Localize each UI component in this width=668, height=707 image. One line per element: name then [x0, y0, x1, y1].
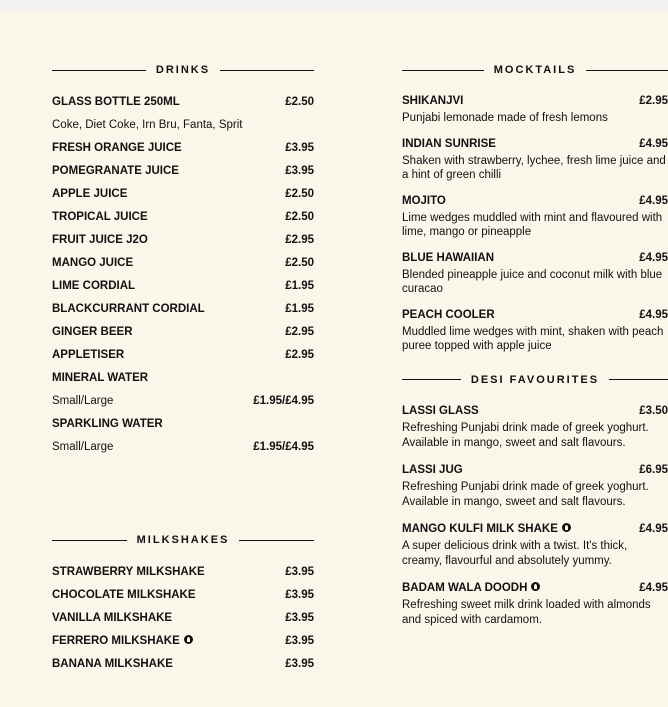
- item-name: [402, 460, 463, 480]
- item-name: APPLETISER: [52, 349, 125, 361]
- menu-item: [402, 519, 668, 539]
- item-name: GINGER BEER: [52, 326, 133, 338]
- menu-item: [52, 367, 314, 390]
- menu-item: [402, 134, 668, 154]
- item-price: £2.95: [285, 349, 314, 361]
- menu-item: [52, 160, 314, 183]
- menu-item: [52, 630, 314, 653]
- menu-item: [52, 275, 314, 298]
- item-price: £3.95: [285, 589, 314, 601]
- item-name-text: BADAM WALA DOODH: [402, 581, 528, 594]
- item-description: Muddled lime wedges with mint, shaken with peach puree topped with apple juice: [402, 325, 664, 352]
- header-rule: [220, 70, 314, 71]
- menu-item: [52, 561, 314, 584]
- header-rule: [586, 70, 668, 71]
- item-description: Blended pineapple juice and coconut milk with blue curacao: [402, 268, 663, 295]
- item-price: £3.95: [285, 612, 314, 624]
- item-description: Refreshing Punjabi drink made of greek yoghurt. Available in mango, sweet and salt flavours.: [402, 480, 649, 508]
- item-name: POMEGRANATE JUICE: [52, 165, 179, 177]
- item-name: [52, 584, 196, 607]
- item-name: MANGO JUICE: [52, 257, 134, 269]
- item-description: Punjabi lemonade made of fresh lemons: [402, 112, 608, 124]
- item-price: £3.95: [285, 635, 314, 647]
- item-name: FRESH ORANGE JUICE: [52, 142, 182, 154]
- item-name: APPLE JUICE: [52, 188, 128, 200]
- menu-item: [52, 114, 314, 137]
- header-rule: [402, 70, 484, 71]
- item-name: Coke, Diet Coke, Irn Bru, Fanta, Sprit: [52, 119, 243, 131]
- item-price: £6.95: [639, 463, 668, 476]
- item-name: TROPICAL JUICE: [52, 211, 148, 223]
- item-price: £2.50: [285, 96, 314, 108]
- menu-item: [52, 607, 314, 630]
- item-name: BLACKCURRANT CORDIAL: [52, 303, 205, 315]
- menu-item: [402, 248, 668, 268]
- item-name-text: CHOCOLATE MILKSHAKE: [52, 589, 196, 601]
- item-price: £3.95: [285, 566, 314, 578]
- item-name: MOJITO: [402, 194, 446, 207]
- item-name: GLASS BOTTLE 250ML: [52, 96, 180, 108]
- menu-item: [52, 229, 314, 252]
- item-name: [52, 607, 172, 630]
- item-price: £4.95: [639, 194, 668, 207]
- menu-item: [52, 413, 314, 436]
- menu-item: [402, 191, 668, 211]
- menu-item: [52, 137, 314, 160]
- item-description: Lime wedges muddled with mint and flavoured with lime, mango or pineapple: [402, 211, 663, 238]
- mocktails-header: [402, 62, 668, 78]
- item-name: BLUE HAWAIIAN: [402, 251, 494, 264]
- item-name: FRUIT JUICE J2O: [52, 234, 148, 246]
- drinks-title: DRINKS: [155, 64, 211, 76]
- item-name: MINERAL WATER: [52, 372, 149, 384]
- nut-allergen-icon: [531, 582, 540, 591]
- item-price: £4.95: [639, 308, 668, 321]
- item-description: Shaken with strawberry, lychee, fresh lime juice and a hint of green chilli: [402, 154, 666, 181]
- mocktails-list: [402, 91, 668, 354]
- item-description: Refreshing Punjabi drink made of greek yoghurt. Available in mango, sweet and salt flavours.: [402, 421, 649, 449]
- item-price: £1.95/£4.95: [253, 395, 314, 407]
- item-name: [402, 578, 540, 598]
- mocktails-title: MOCKTAILS: [493, 64, 577, 76]
- item-price: £2.50: [285, 188, 314, 200]
- menu-item: [52, 206, 314, 229]
- item-price: £2.95: [285, 326, 314, 338]
- left-column: [52, 62, 314, 676]
- item-price: £2.95: [639, 95, 668, 107]
- menu-item: [52, 252, 314, 275]
- milkshakes-title: MILKSHAKES: [136, 534, 230, 546]
- menu-item: [52, 91, 314, 114]
- item-name-text: BANANA MILKSHAKE: [52, 658, 173, 670]
- item-description: A super delicious drink with a twist. It's thick, creamy, flavourful and absolutely yummy.: [402, 539, 628, 567]
- item-name: SHIKANJVI: [402, 95, 464, 107]
- drinks-list: [52, 91, 314, 459]
- item-name-text: VANILLA MILKSHAKE: [52, 612, 173, 624]
- drinks-header: [52, 62, 314, 78]
- item-name: PEACH COOLER: [402, 308, 495, 321]
- item-name-text: MANGO KULFI MILK SHAKE: [402, 522, 558, 535]
- item-price: £1.95: [285, 303, 314, 315]
- item-price: £4.95: [639, 251, 668, 264]
- desi-title: DESI FAVOURITES: [470, 373, 600, 386]
- nut-allergen-icon: [562, 523, 571, 532]
- menu-item: [52, 298, 314, 321]
- item-price: £4.95: [639, 137, 668, 150]
- item-name: Small/Large: [52, 441, 114, 453]
- menu-item: [52, 321, 314, 344]
- menu-item: [402, 578, 668, 598]
- item-name: LIME CORDIAL: [52, 280, 136, 292]
- item-price: £4.95: [639, 522, 668, 535]
- nut-allergen-icon: [184, 635, 193, 644]
- header-rule: [239, 540, 314, 541]
- item-price: £3.95: [285, 165, 314, 177]
- item-name-text: FERRERO MILKSHAKE: [52, 635, 180, 647]
- menu-item: [52, 584, 314, 607]
- item-name: INDIAN SUNRISE: [402, 137, 496, 150]
- item-name: [52, 630, 193, 653]
- item-price: £3.95: [285, 142, 314, 154]
- header-rule: [52, 540, 127, 541]
- item-name-text: LASSI JUG: [402, 463, 463, 476]
- menu-item: [52, 653, 314, 676]
- header-rule: [609, 379, 668, 380]
- header-rule: [402, 379, 461, 380]
- item-name: Small/Large: [52, 395, 114, 407]
- item-description: Refreshing sweet milk drink loaded with almonds and spiced with cardamom.: [402, 598, 651, 626]
- item-name-text: STRAWBERRY MILKSHAKE: [52, 566, 205, 578]
- item-price: £1.95/£4.95: [253, 441, 314, 453]
- item-price: £4.95: [639, 581, 668, 594]
- top-bar: [0, 0, 668, 10]
- milkshakes-list: [52, 561, 314, 676]
- menu-item: [402, 91, 668, 111]
- item-name: [52, 561, 205, 584]
- menu-item: [52, 436, 314, 459]
- menu-item: [52, 390, 314, 413]
- menu-item: [402, 401, 668, 421]
- item-price: £3.50: [639, 404, 668, 417]
- item-name: [402, 519, 571, 539]
- item-name: SPARKLING WATER: [52, 418, 163, 430]
- item-price: £2.50: [285, 257, 314, 269]
- item-name: [52, 653, 173, 676]
- header-rule: [52, 70, 146, 71]
- desi-header: [402, 372, 668, 388]
- desi-list: [402, 401, 668, 629]
- menu-item: [52, 183, 314, 206]
- item-price: £2.95: [285, 234, 314, 246]
- item-price: £1.95: [285, 280, 314, 292]
- item-name-text: LASSI GLASS: [402, 404, 479, 417]
- item-price: £3.95: [285, 658, 314, 670]
- menu-item: [52, 344, 314, 367]
- menu-item: [402, 305, 668, 325]
- milkshakes-header: [52, 532, 314, 548]
- menu-item: [402, 460, 668, 480]
- item-price: £2.50: [285, 211, 314, 223]
- item-name: [402, 401, 479, 421]
- right-column: [402, 62, 668, 637]
